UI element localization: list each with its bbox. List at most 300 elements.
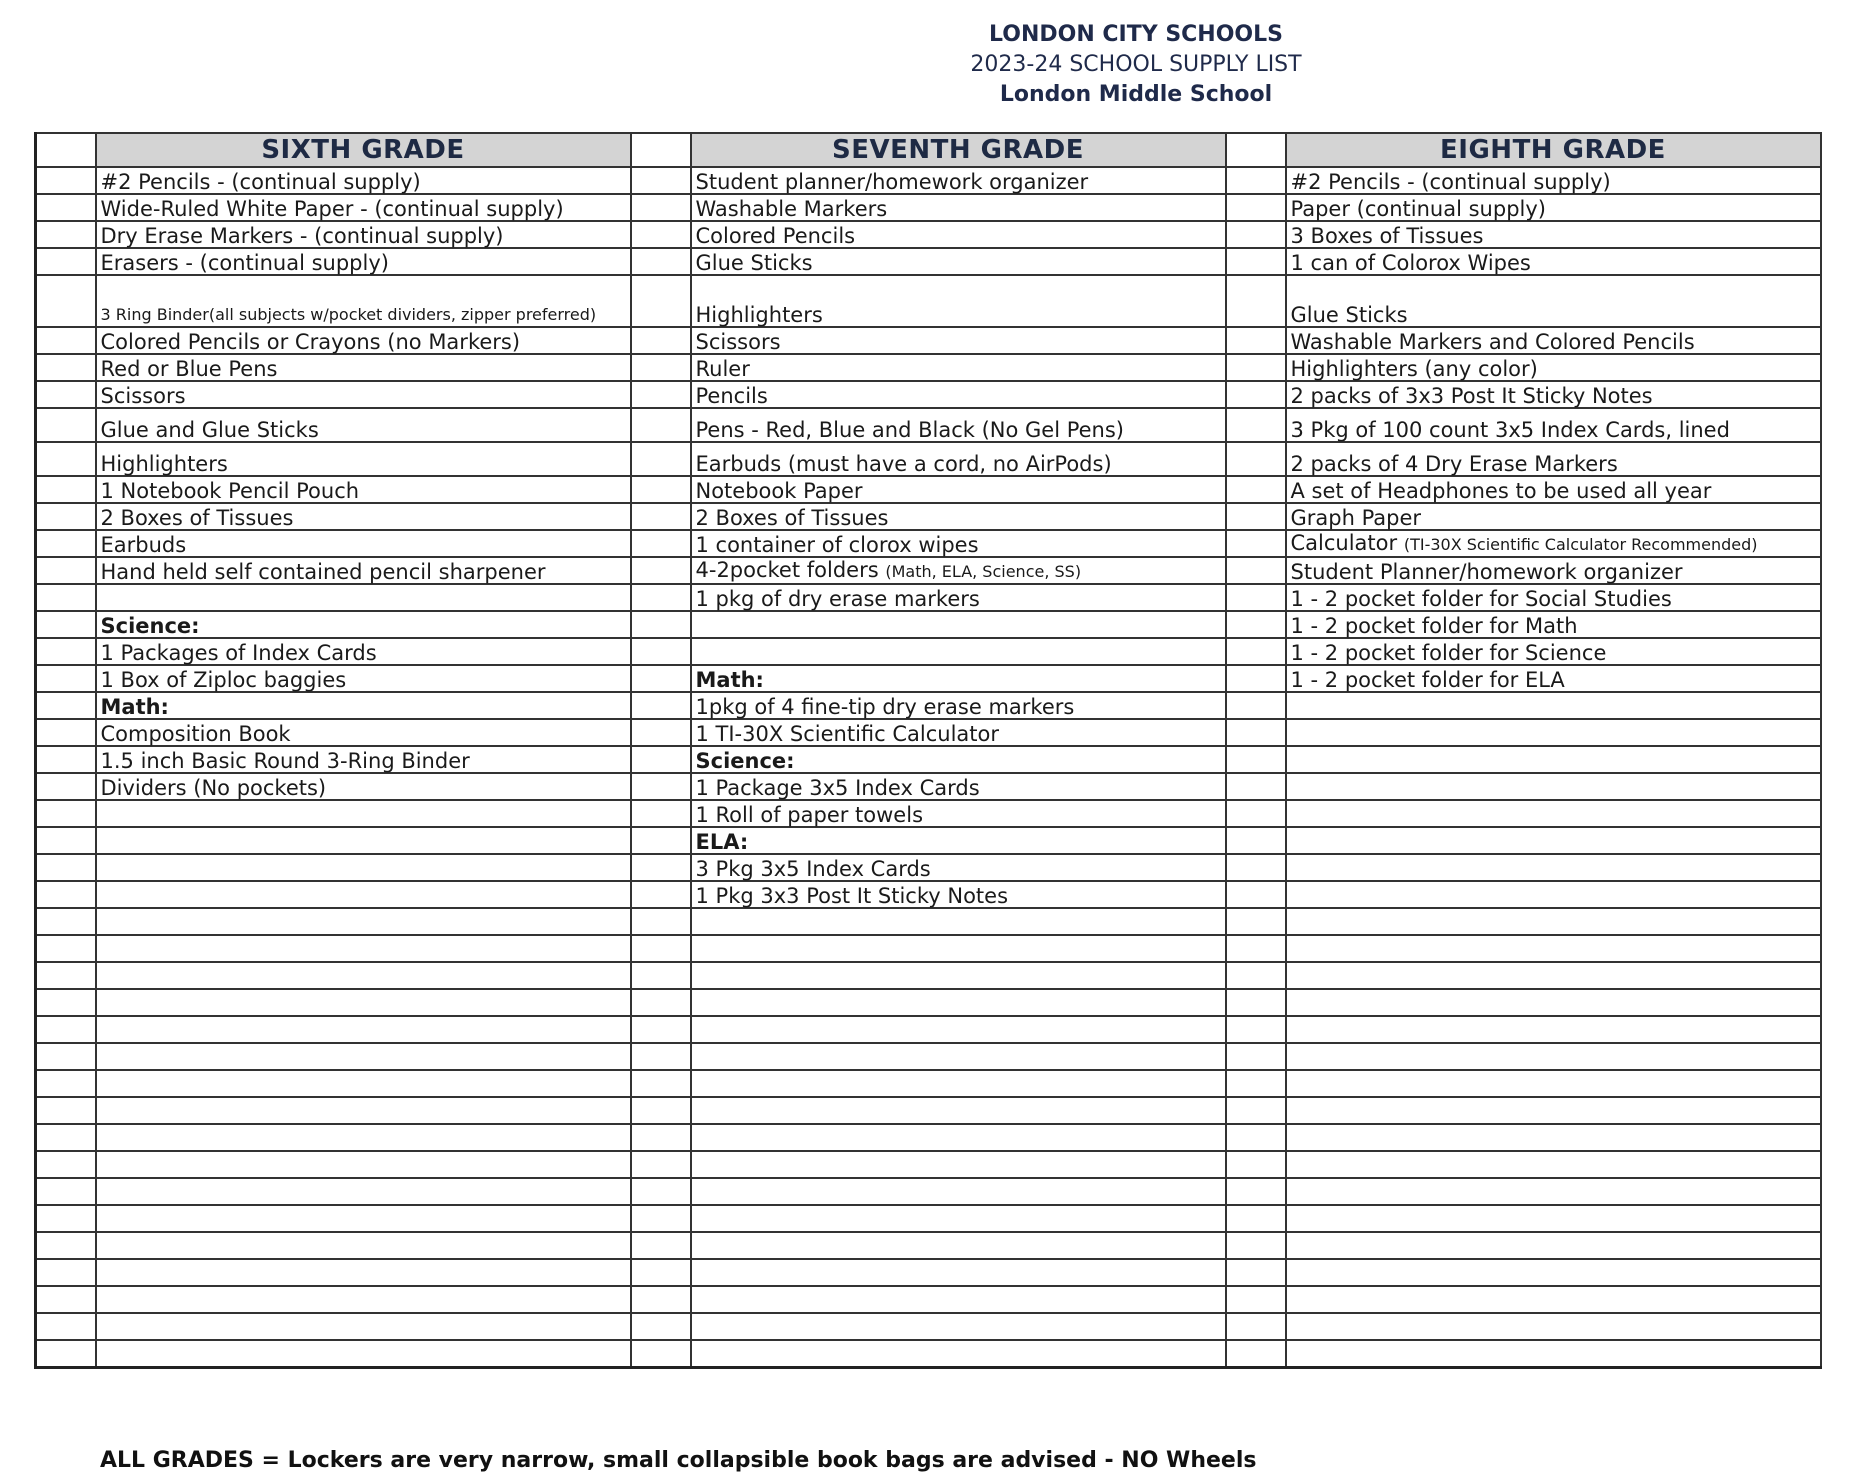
eighth-grade-item [1286, 354, 1821, 381]
check-cell [1226, 1070, 1286, 1097]
check-cell [1226, 908, 1286, 935]
table-row [36, 1205, 1821, 1232]
eighth-grade-item [1286, 476, 1821, 503]
check-cell [36, 1232, 96, 1259]
seventh-grade-item [691, 275, 1226, 327]
check-cell [36, 1259, 96, 1286]
sixth-grade-item [96, 854, 631, 881]
item-text: Red or Blue Pens [100, 357, 278, 381]
seventh-grade-item [691, 746, 1226, 773]
check-cell [1226, 1205, 1286, 1232]
check-cell [1226, 408, 1286, 442]
seventh-grade-item [691, 854, 1226, 881]
table-row [36, 989, 1821, 1016]
seventh-grade-item [691, 1340, 1226, 1368]
seventh-grade-item [691, 248, 1226, 275]
seventh-grade-item [691, 989, 1226, 1016]
eighth-grade-item [1286, 1043, 1821, 1070]
check-cell [631, 167, 691, 194]
item-text: 1 Packages of Index Cards [100, 641, 377, 665]
supply-list-table [34, 132, 1822, 1369]
check-cell [1226, 719, 1286, 746]
check-cell [1226, 1124, 1286, 1151]
item-text: #2 Pencils - (continual supply) [100, 170, 421, 194]
check-column-header [36, 133, 96, 167]
table-row [36, 908, 1821, 935]
sixth-grade-item [96, 638, 631, 665]
item-text: 1 Package 3x5 Index Cards [695, 776, 980, 800]
table-row [36, 746, 1821, 773]
eighth-grade-item [1286, 908, 1821, 935]
check-cell [1226, 611, 1286, 638]
check-cell [36, 908, 96, 935]
eighth-grade-item [1286, 248, 1821, 275]
check-cell [36, 194, 96, 221]
eighth-grade-item [1286, 275, 1821, 327]
check-cell [631, 530, 691, 557]
table-row [36, 881, 1821, 908]
seventh-grade-item [691, 692, 1226, 719]
item-text: Highlighters [695, 303, 823, 327]
seventh-grade-item [691, 354, 1226, 381]
check-cell [1226, 1313, 1286, 1340]
check-cell [36, 557, 96, 584]
check-cell [631, 327, 691, 354]
table-row [36, 1124, 1821, 1151]
check-cell [36, 1043, 96, 1070]
check-cell [631, 908, 691, 935]
check-cell [1226, 881, 1286, 908]
item-text: Wide-Ruled White Paper - (continual supply) [100, 197, 564, 221]
item-text: 1 Roll of paper towels [695, 803, 924, 827]
item-text: Dividers (No pockets) [100, 776, 327, 800]
item-text: 1 - 2 pocket folder for ELA [1290, 668, 1565, 692]
check-cell [631, 1286, 691, 1313]
seventh-grade-item [691, 881, 1226, 908]
seventh-grade-item [691, 827, 1226, 854]
seventh-grade-item [691, 530, 1226, 557]
check-cell [36, 1016, 96, 1043]
item-text: Erasers - (continual supply) [100, 251, 389, 275]
seventh-grade-item [691, 476, 1226, 503]
seventh-grade-item [691, 194, 1226, 221]
table-row [36, 638, 1821, 665]
item-text: Math: [100, 695, 169, 719]
check-cell [631, 381, 691, 408]
check-cell [631, 354, 691, 381]
seventh-grade-item [691, 1205, 1226, 1232]
seventh-grade-header: SEVENTH GRADE [691, 133, 1226, 167]
eighth-grade-item [1286, 1016, 1821, 1043]
item-text: Paper (continual supply) [1290, 197, 1546, 221]
table-row [36, 476, 1821, 503]
eighth-grade-item [1286, 935, 1821, 962]
check-cell [36, 638, 96, 665]
eighth-grade-item [1286, 719, 1821, 746]
item-text: Dry Erase Markers - (continual supply) [100, 224, 504, 248]
item-text: 1 pkg of dry erase markers [695, 587, 980, 611]
table-row [36, 584, 1821, 611]
sixth-grade-item [96, 962, 631, 989]
seventh-grade-item [691, 381, 1226, 408]
item-text: Student planner/homework organizer [695, 170, 1089, 194]
check-cell [1226, 530, 1286, 557]
seventh-grade-item [691, 719, 1226, 746]
seventh-grade-item [691, 908, 1226, 935]
check-cell [631, 503, 691, 530]
check-cell [631, 665, 691, 692]
item-text: 3 Ring Binder(all subjects w/pocket dividers, zipper preferred) [100, 305, 597, 324]
table-row [36, 1070, 1821, 1097]
grade-header-row [36, 133, 1821, 167]
item-text: 1 can of Colorox Wipes [1290, 251, 1531, 275]
sixth-grade-item [96, 1232, 631, 1259]
eighth-grade-item [1286, 746, 1821, 773]
seventh-grade-item [691, 1097, 1226, 1124]
eighth-grade-item [1286, 1286, 1821, 1313]
check-cell [1226, 167, 1286, 194]
item-text: 2 Boxes of Tissues [100, 506, 294, 530]
check-cell [1226, 800, 1286, 827]
table-row [36, 167, 1821, 194]
check-cell [631, 1043, 691, 1070]
item-text: Science: [695, 749, 795, 773]
seventh-grade-item [691, 1286, 1226, 1313]
check-column-header [631, 133, 691, 167]
table-row [36, 194, 1821, 221]
eighth-grade-item [1286, 167, 1821, 194]
check-cell [1226, 1286, 1286, 1313]
check-cell [1226, 638, 1286, 665]
seventh-grade-item [691, 1124, 1226, 1151]
item-text: Washable Markers [695, 197, 888, 221]
eighth-grade-item [1286, 1340, 1821, 1368]
item-text: 3 Pkg of 100 count 3x5 Index Cards, lined [1290, 418, 1730, 442]
check-cell [631, 1097, 691, 1124]
check-cell [36, 442, 96, 476]
check-cell [631, 442, 691, 476]
check-cell [631, 557, 691, 584]
item-text: 4-2pocket folders [695, 558, 879, 582]
table-row [36, 665, 1821, 692]
sixth-grade-item [96, 442, 631, 476]
item-text: 1 Notebook Pencil Pouch [100, 479, 360, 503]
table-row [36, 1313, 1821, 1340]
item-text: Earbuds [100, 533, 187, 557]
sixth-grade-item [96, 1178, 631, 1205]
check-cell [36, 1205, 96, 1232]
seventh-grade-item [691, 611, 1226, 638]
check-cell [36, 989, 96, 1016]
check-cell [36, 1178, 96, 1205]
eighth-grade-item [1286, 503, 1821, 530]
item-text: Earbuds (must have a cord, no AirPods) [695, 452, 1112, 476]
sixth-grade-item [96, 248, 631, 275]
check-cell [631, 962, 691, 989]
check-cell [36, 503, 96, 530]
check-cell [631, 881, 691, 908]
sixth-grade-header: SIXTH GRADE [96, 133, 631, 167]
check-cell [36, 530, 96, 557]
item-text: 2 packs of 4 Dry Erase Markers [1290, 452, 1618, 476]
table-row [36, 1097, 1821, 1124]
check-cell [1226, 692, 1286, 719]
check-cell [1226, 248, 1286, 275]
sixth-grade-item [96, 503, 631, 530]
seventh-grade-item [691, 1259, 1226, 1286]
check-cell [1226, 962, 1286, 989]
table-row [36, 221, 1821, 248]
seventh-grade-item [691, 665, 1226, 692]
eighth-grade-item [1286, 408, 1821, 442]
check-cell [1226, 1259, 1286, 1286]
table-row [36, 503, 1821, 530]
check-cell [1226, 584, 1286, 611]
item-text: Highlighters [100, 452, 228, 476]
item-text: Pens - Red, Blue and Black (No Gel Pens) [695, 418, 1124, 442]
check-cell [1226, 354, 1286, 381]
check-cell [36, 692, 96, 719]
eighth-grade-item [1286, 638, 1821, 665]
check-cell [1226, 442, 1286, 476]
check-cell [1226, 989, 1286, 1016]
check-cell [36, 408, 96, 442]
seventh-grade-item [691, 1178, 1226, 1205]
item-text: 1 Pkg 3x3 Post It Sticky Notes [695, 884, 1009, 908]
eighth-grade-item [1286, 1205, 1821, 1232]
check-cell [1226, 557, 1286, 584]
check-cell [1226, 194, 1286, 221]
check-cell [1226, 1232, 1286, 1259]
seventh-grade-item [691, 773, 1226, 800]
check-cell [631, 408, 691, 442]
sixth-grade-item [96, 408, 631, 442]
item-text: Scissors [695, 330, 781, 354]
eighth-grade-item [1286, 530, 1821, 557]
table-row [36, 327, 1821, 354]
eighth-grade-item [1286, 989, 1821, 1016]
table-row [36, 1151, 1821, 1178]
check-cell [1226, 773, 1286, 800]
check-cell [631, 773, 691, 800]
item-text: Calculator [1290, 531, 1398, 555]
check-cell [631, 275, 691, 327]
item-text: Highlighters (any color) [1290, 357, 1538, 381]
check-cell [36, 1286, 96, 1313]
seventh-grade-item [691, 638, 1226, 665]
check-cell [631, 1313, 691, 1340]
item-text: 1.5 inch Basic Round 3-Ring Binder [100, 749, 470, 773]
check-cell [1226, 935, 1286, 962]
sixth-grade-item [96, 719, 631, 746]
sixth-grade-item [96, 1259, 631, 1286]
check-cell [1226, 1178, 1286, 1205]
sixth-grade-item [96, 773, 631, 800]
check-cell [36, 962, 96, 989]
check-cell [631, 800, 691, 827]
sixth-grade-item [96, 557, 631, 584]
check-cell [1226, 327, 1286, 354]
check-cell [631, 1178, 691, 1205]
seventh-grade-item [691, 408, 1226, 442]
district-name: LONDON CITY SCHOOLS [989, 22, 1283, 47]
check-cell [36, 773, 96, 800]
item-text: 1 TI-30X Scientific Calculator [695, 722, 1000, 746]
eighth-grade-item [1286, 800, 1821, 827]
check-cell [631, 248, 691, 275]
check-cell [36, 800, 96, 827]
check-cell [36, 221, 96, 248]
eighth-grade-header: EIGHTH GRADE [1286, 133, 1821, 167]
item-text: 2 packs of 3x3 Post It Sticky Notes [1290, 384, 1653, 408]
check-cell [36, 881, 96, 908]
item-text: Hand held self contained pencil sharpener [100, 560, 546, 584]
sixth-grade-item [96, 1151, 631, 1178]
sixth-grade-item [96, 530, 631, 557]
school-name: London Middle School [999, 82, 1273, 107]
table-row [36, 773, 1821, 800]
sixth-grade-item [96, 476, 631, 503]
check-cell [36, 327, 96, 354]
sixth-grade-item [96, 692, 631, 719]
check-cell [631, 584, 691, 611]
check-cell [1226, 476, 1286, 503]
sixth-grade-item [96, 1313, 631, 1340]
sixth-grade-item [96, 167, 631, 194]
check-cell [631, 692, 691, 719]
sixth-grade-item [96, 1070, 631, 1097]
eighth-grade-item [1286, 584, 1821, 611]
table-row [36, 354, 1821, 381]
table-row [36, 935, 1821, 962]
seventh-grade-item [691, 1232, 1226, 1259]
eighth-grade-item [1286, 665, 1821, 692]
sixth-grade-item [96, 1124, 631, 1151]
table-row [36, 557, 1821, 584]
eighth-grade-item [1286, 773, 1821, 800]
item-text: Glue Sticks [695, 251, 813, 275]
check-cell [631, 1124, 691, 1151]
seventh-grade-item [691, 221, 1226, 248]
sixth-grade-item [96, 1286, 631, 1313]
item-text: A set of Headphones to be used all year [1290, 479, 1712, 503]
sixth-grade-item [96, 354, 631, 381]
item-text: Pencils [695, 384, 768, 408]
sixth-grade-item [96, 1016, 631, 1043]
item-text: 3 Boxes of Tissues [1290, 224, 1484, 248]
item-text: 1 - 2 pocket folder for Science [1290, 641, 1607, 665]
sixth-grade-item [96, 746, 631, 773]
table-row [36, 719, 1821, 746]
table-row [36, 442, 1821, 476]
check-cell [36, 1340, 96, 1368]
check-cell [1226, 1340, 1286, 1368]
check-cell [631, 1016, 691, 1043]
check-cell [1226, 503, 1286, 530]
seventh-grade-item [691, 1016, 1226, 1043]
item-text: Scissors [100, 384, 186, 408]
check-cell [631, 1151, 691, 1178]
check-cell [1226, 854, 1286, 881]
eighth-grade-item [1286, 442, 1821, 476]
item-text: Glue and Glue Sticks [100, 418, 319, 442]
sixth-grade-item [96, 611, 631, 638]
table-row [36, 611, 1821, 638]
check-cell [36, 584, 96, 611]
check-cell [36, 719, 96, 746]
check-cell [36, 476, 96, 503]
sixth-grade-item [96, 194, 631, 221]
item-text: Student Planner/homework organizer [1290, 560, 1683, 584]
table-row [36, 530, 1821, 557]
check-cell [631, 719, 691, 746]
item-text: Colored Pencils or Crayons (no Markers) [100, 330, 521, 354]
seventh-grade-item [691, 1070, 1226, 1097]
check-cell [36, 1151, 96, 1178]
check-cell [631, 638, 691, 665]
item-text: 1pkg of 4 fine-tip dry erase markers [695, 695, 1075, 719]
check-cell [36, 611, 96, 638]
table-row [36, 1286, 1821, 1313]
sixth-grade-item [96, 935, 631, 962]
check-cell [36, 248, 96, 275]
check-cell [36, 167, 96, 194]
check-cell [631, 611, 691, 638]
eighth-grade-item [1286, 827, 1821, 854]
seventh-grade-item [691, 442, 1226, 476]
footer-note: ALL GRADES = Lockers are very narrow, small collapsible book bags are advised - NO Wheels [100, 1448, 1257, 1473]
table-row [36, 1178, 1821, 1205]
sixth-grade-item [96, 881, 631, 908]
item-text: Graph Paper [1290, 506, 1422, 530]
sixth-grade-item [96, 1097, 631, 1124]
check-cell [36, 1070, 96, 1097]
check-cell [631, 1340, 691, 1368]
table-row [36, 1016, 1821, 1043]
eighth-grade-item [1286, 1151, 1821, 1178]
item-text: Colored Pencils [695, 224, 856, 248]
eighth-grade-item [1286, 221, 1821, 248]
table-row [36, 800, 1821, 827]
seventh-grade-item [691, 800, 1226, 827]
check-cell [631, 827, 691, 854]
check-cell [36, 1097, 96, 1124]
check-cell [36, 854, 96, 881]
check-cell [631, 1205, 691, 1232]
item-text: 1 container of clorox wipes [695, 533, 979, 557]
check-cell [631, 221, 691, 248]
eighth-grade-item [1286, 962, 1821, 989]
check-cell [631, 476, 691, 503]
item-text: 2 Boxes of Tissues [695, 506, 889, 530]
eighth-grade-item [1286, 1178, 1821, 1205]
check-cell [1226, 1097, 1286, 1124]
table-row [36, 1259, 1821, 1286]
item-text: Composition Book [100, 722, 291, 746]
seventh-grade-item [691, 327, 1226, 354]
eighth-grade-item [1286, 611, 1821, 638]
sixth-grade-item [96, 327, 631, 354]
eighth-grade-item [1286, 854, 1821, 881]
check-cell [631, 746, 691, 773]
sixth-grade-item [96, 989, 631, 1016]
eighth-grade-item [1286, 557, 1821, 584]
sixth-grade-item [96, 1340, 631, 1368]
item-note: (Math, ELA, Science, SS) [885, 562, 1082, 581]
check-cell [1226, 1043, 1286, 1070]
sixth-grade-item [96, 381, 631, 408]
check-cell [36, 665, 96, 692]
